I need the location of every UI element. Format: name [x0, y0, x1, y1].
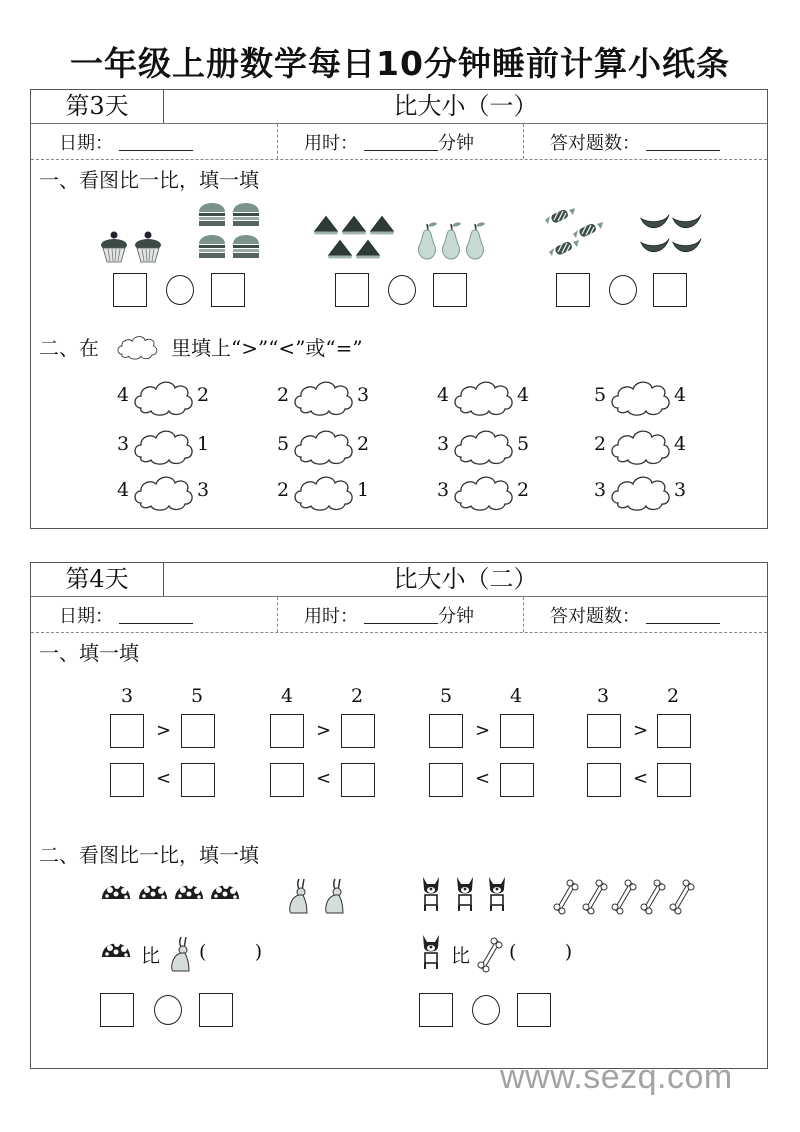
- number-b: 5: [191, 685, 204, 707]
- time-label: 用时：: [304, 605, 358, 627]
- mushroom-icon: [100, 879, 132, 901]
- watermelon-slice-icon: [367, 212, 397, 236]
- banana-icon: [639, 236, 671, 258]
- watermelon-slice-icon: [325, 236, 355, 260]
- day4-meta-row: [31, 597, 767, 633]
- right-number: 1: [197, 433, 210, 455]
- greater-than-sign: >: [633, 720, 649, 741]
- number-a: 3: [597, 685, 610, 707]
- time-field[interactable]: [364, 132, 438, 151]
- compare-circle[interactable]: [388, 275, 416, 305]
- answer-box[interactable]: [419, 993, 453, 1027]
- cloud-answer[interactable]: [451, 374, 515, 418]
- right-number: 3: [674, 479, 687, 501]
- number-b: 2: [351, 685, 364, 707]
- cloud-answer[interactable]: [291, 374, 355, 418]
- correct-field[interactable]: [646, 132, 720, 151]
- day4-header: [31, 563, 767, 597]
- left-number: 4: [117, 479, 130, 501]
- bone-icon: [553, 879, 579, 915]
- section2-prefix: 二、在: [39, 335, 99, 360]
- right-number: 2: [197, 384, 210, 406]
- pear-icon: [415, 220, 439, 260]
- left-number: 2: [277, 479, 290, 501]
- cloud-icon: [113, 331, 161, 361]
- cupcake-icon: [99, 230, 129, 264]
- left-number: 2: [277, 384, 290, 406]
- answer-box[interactable]: [587, 714, 621, 748]
- banana-icon: [671, 212, 703, 234]
- answer-box[interactable]: [587, 763, 621, 797]
- greater-than-sign: >: [475, 720, 491, 741]
- number-b: 4: [510, 685, 523, 707]
- answer-box[interactable]: [653, 273, 687, 307]
- answer-box[interactable]: [657, 763, 691, 797]
- day3-section2-title: [39, 331, 363, 361]
- answer-box[interactable]: [270, 763, 304, 797]
- cloud-answer[interactable]: [131, 423, 195, 467]
- left-number: 4: [117, 384, 130, 406]
- day3-header: [31, 90, 767, 124]
- answer-parentheses[interactable]: ( ): [199, 941, 263, 963]
- date-field[interactable]: [119, 132, 193, 151]
- compare-word: 比: [141, 945, 161, 967]
- cloud-answer[interactable]: [451, 423, 515, 467]
- answer-box[interactable]: [500, 763, 534, 797]
- left-number: 3: [117, 433, 130, 455]
- answer-box[interactable]: [110, 714, 144, 748]
- answer-box[interactable]: [657, 714, 691, 748]
- day4-section2-title: 二、看图比一比，填一填: [39, 843, 259, 867]
- left-number: 5: [594, 384, 607, 406]
- day3-topic: 比大小（一）: [393, 92, 538, 120]
- watermelon-slice-icon: [353, 236, 383, 260]
- left-number: 3: [437, 433, 450, 455]
- answer-box[interactable]: [500, 714, 534, 748]
- dog-icon: [486, 875, 508, 915]
- compare-circle[interactable]: [609, 275, 637, 305]
- right-number: 1: [357, 479, 370, 501]
- date-field[interactable]: [119, 605, 193, 624]
- answer-box[interactable]: [110, 763, 144, 797]
- time-label: 用时：: [304, 132, 358, 154]
- bone-icon: [582, 879, 608, 915]
- section2-suffix: 里填上“>”“<”或“=”: [171, 335, 363, 360]
- right-number: 3: [197, 479, 210, 501]
- pear-icon: [439, 220, 463, 260]
- less-than-sign: <: [316, 768, 332, 789]
- correct-label: 答对题数：: [550, 605, 640, 627]
- hamburger-icon: [231, 232, 261, 260]
- answer-box[interactable]: [341, 714, 375, 748]
- cloud-answer[interactable]: [608, 374, 672, 418]
- number-a: 3: [121, 685, 134, 707]
- less-than-sign: <: [156, 768, 172, 789]
- day4-topic: 比大小（二）: [393, 565, 538, 593]
- watermark: www.sezq.com: [500, 1058, 733, 1096]
- banana-icon: [639, 212, 671, 234]
- number-a: 4: [281, 685, 294, 707]
- candy-icon: [547, 238, 581, 258]
- answer-box[interactable]: [181, 714, 215, 748]
- cloud-answer[interactable]: [608, 469, 672, 513]
- answer-box[interactable]: [100, 993, 134, 1027]
- day3-sheet: [30, 89, 768, 529]
- rabbit-icon: [167, 935, 193, 973]
- rabbit-icon: [285, 877, 311, 915]
- page-title: 一年级上册数学每日10分钟睡前计算小纸条: [70, 44, 730, 83]
- date-label: 日期：: [59, 605, 113, 627]
- answer-box[interactable]: [429, 714, 463, 748]
- bone-icon: [477, 937, 503, 973]
- compare-circle[interactable]: [154, 995, 182, 1025]
- time-unit: 分钟: [438, 132, 474, 154]
- bone-icon: [669, 879, 695, 915]
- number-a: 5: [440, 685, 453, 707]
- answer-box[interactable]: [433, 273, 467, 307]
- left-number: 3: [594, 479, 607, 501]
- hamburger-icon: [197, 232, 227, 260]
- mushroom-icon: [100, 937, 132, 959]
- bone-icon: [611, 879, 637, 915]
- answer-box[interactable]: [335, 273, 369, 307]
- left-number: 5: [277, 433, 290, 455]
- answer-box[interactable]: [199, 993, 233, 1027]
- dog-icon: [420, 875, 442, 915]
- dog-icon: [420, 933, 442, 973]
- answer-box[interactable]: [181, 763, 215, 797]
- day4-section1-title: 一、填一填: [39, 641, 139, 665]
- cloud-answer[interactable]: [291, 423, 355, 467]
- pear-icon: [463, 220, 487, 260]
- right-number: 4: [517, 384, 530, 406]
- right-number: 2: [357, 433, 370, 455]
- cloud-answer[interactable]: [131, 469, 195, 513]
- day3-section1-title: 一、看图比一比，填一填: [39, 168, 259, 192]
- candy-icon: [571, 220, 605, 240]
- answer-box[interactable]: [113, 273, 147, 307]
- answer-box[interactable]: [211, 273, 245, 307]
- answer-box[interactable]: [270, 714, 304, 748]
- answer-box[interactable]: [556, 273, 590, 307]
- cloud-answer[interactable]: [451, 469, 515, 513]
- answer-box[interactable]: [429, 763, 463, 797]
- day3-day-label: 第3天: [31, 90, 164, 123]
- correct-field[interactable]: [646, 605, 720, 624]
- answer-box[interactable]: [341, 763, 375, 797]
- right-number: 3: [357, 384, 370, 406]
- left-number: 4: [437, 384, 450, 406]
- cloud-answer[interactable]: [291, 469, 355, 513]
- date-label: 日期：: [59, 132, 113, 154]
- mushroom-icon: [137, 879, 169, 901]
- right-number: 4: [674, 384, 687, 406]
- left-number: 3: [437, 479, 450, 501]
- rabbit-icon: [321, 877, 347, 915]
- correct-label: 答对题数：: [550, 132, 640, 154]
- mushroom-icon: [173, 879, 205, 901]
- day4-sheet: [30, 562, 768, 1069]
- greater-than-sign: >: [156, 720, 172, 741]
- compare-word: 比: [451, 945, 471, 967]
- compare-circle[interactable]: [166, 275, 194, 305]
- less-than-sign: <: [475, 768, 491, 789]
- time-unit: 分钟: [438, 605, 474, 627]
- right-number: 5: [517, 433, 530, 455]
- cloud-answer[interactable]: [608, 423, 672, 467]
- less-than-sign: <: [633, 768, 649, 789]
- mushroom-icon: [209, 879, 241, 901]
- bone-icon: [640, 879, 666, 915]
- hamburger-icon: [197, 200, 227, 228]
- right-number: 2: [517, 479, 530, 501]
- watermelon-slice-icon: [311, 212, 341, 236]
- day3-meta-row: [31, 124, 767, 160]
- greater-than-sign: >: [316, 720, 332, 741]
- time-field[interactable]: [364, 605, 438, 624]
- banana-icon: [671, 236, 703, 258]
- answer-box[interactable]: [517, 993, 551, 1027]
- day4-day-label: 第4天: [31, 563, 164, 596]
- compare-circle[interactable]: [472, 995, 500, 1025]
- dog-icon: [454, 875, 476, 915]
- hamburger-icon: [231, 200, 261, 228]
- number-b: 2: [667, 685, 680, 707]
- cloud-answer[interactable]: [131, 374, 195, 418]
- answer-parentheses[interactable]: ( ): [509, 941, 573, 963]
- cupcake-icon: [133, 230, 163, 264]
- right-number: 4: [674, 433, 687, 455]
- watermelon-slice-icon: [339, 212, 369, 236]
- left-number: 2: [594, 433, 607, 455]
